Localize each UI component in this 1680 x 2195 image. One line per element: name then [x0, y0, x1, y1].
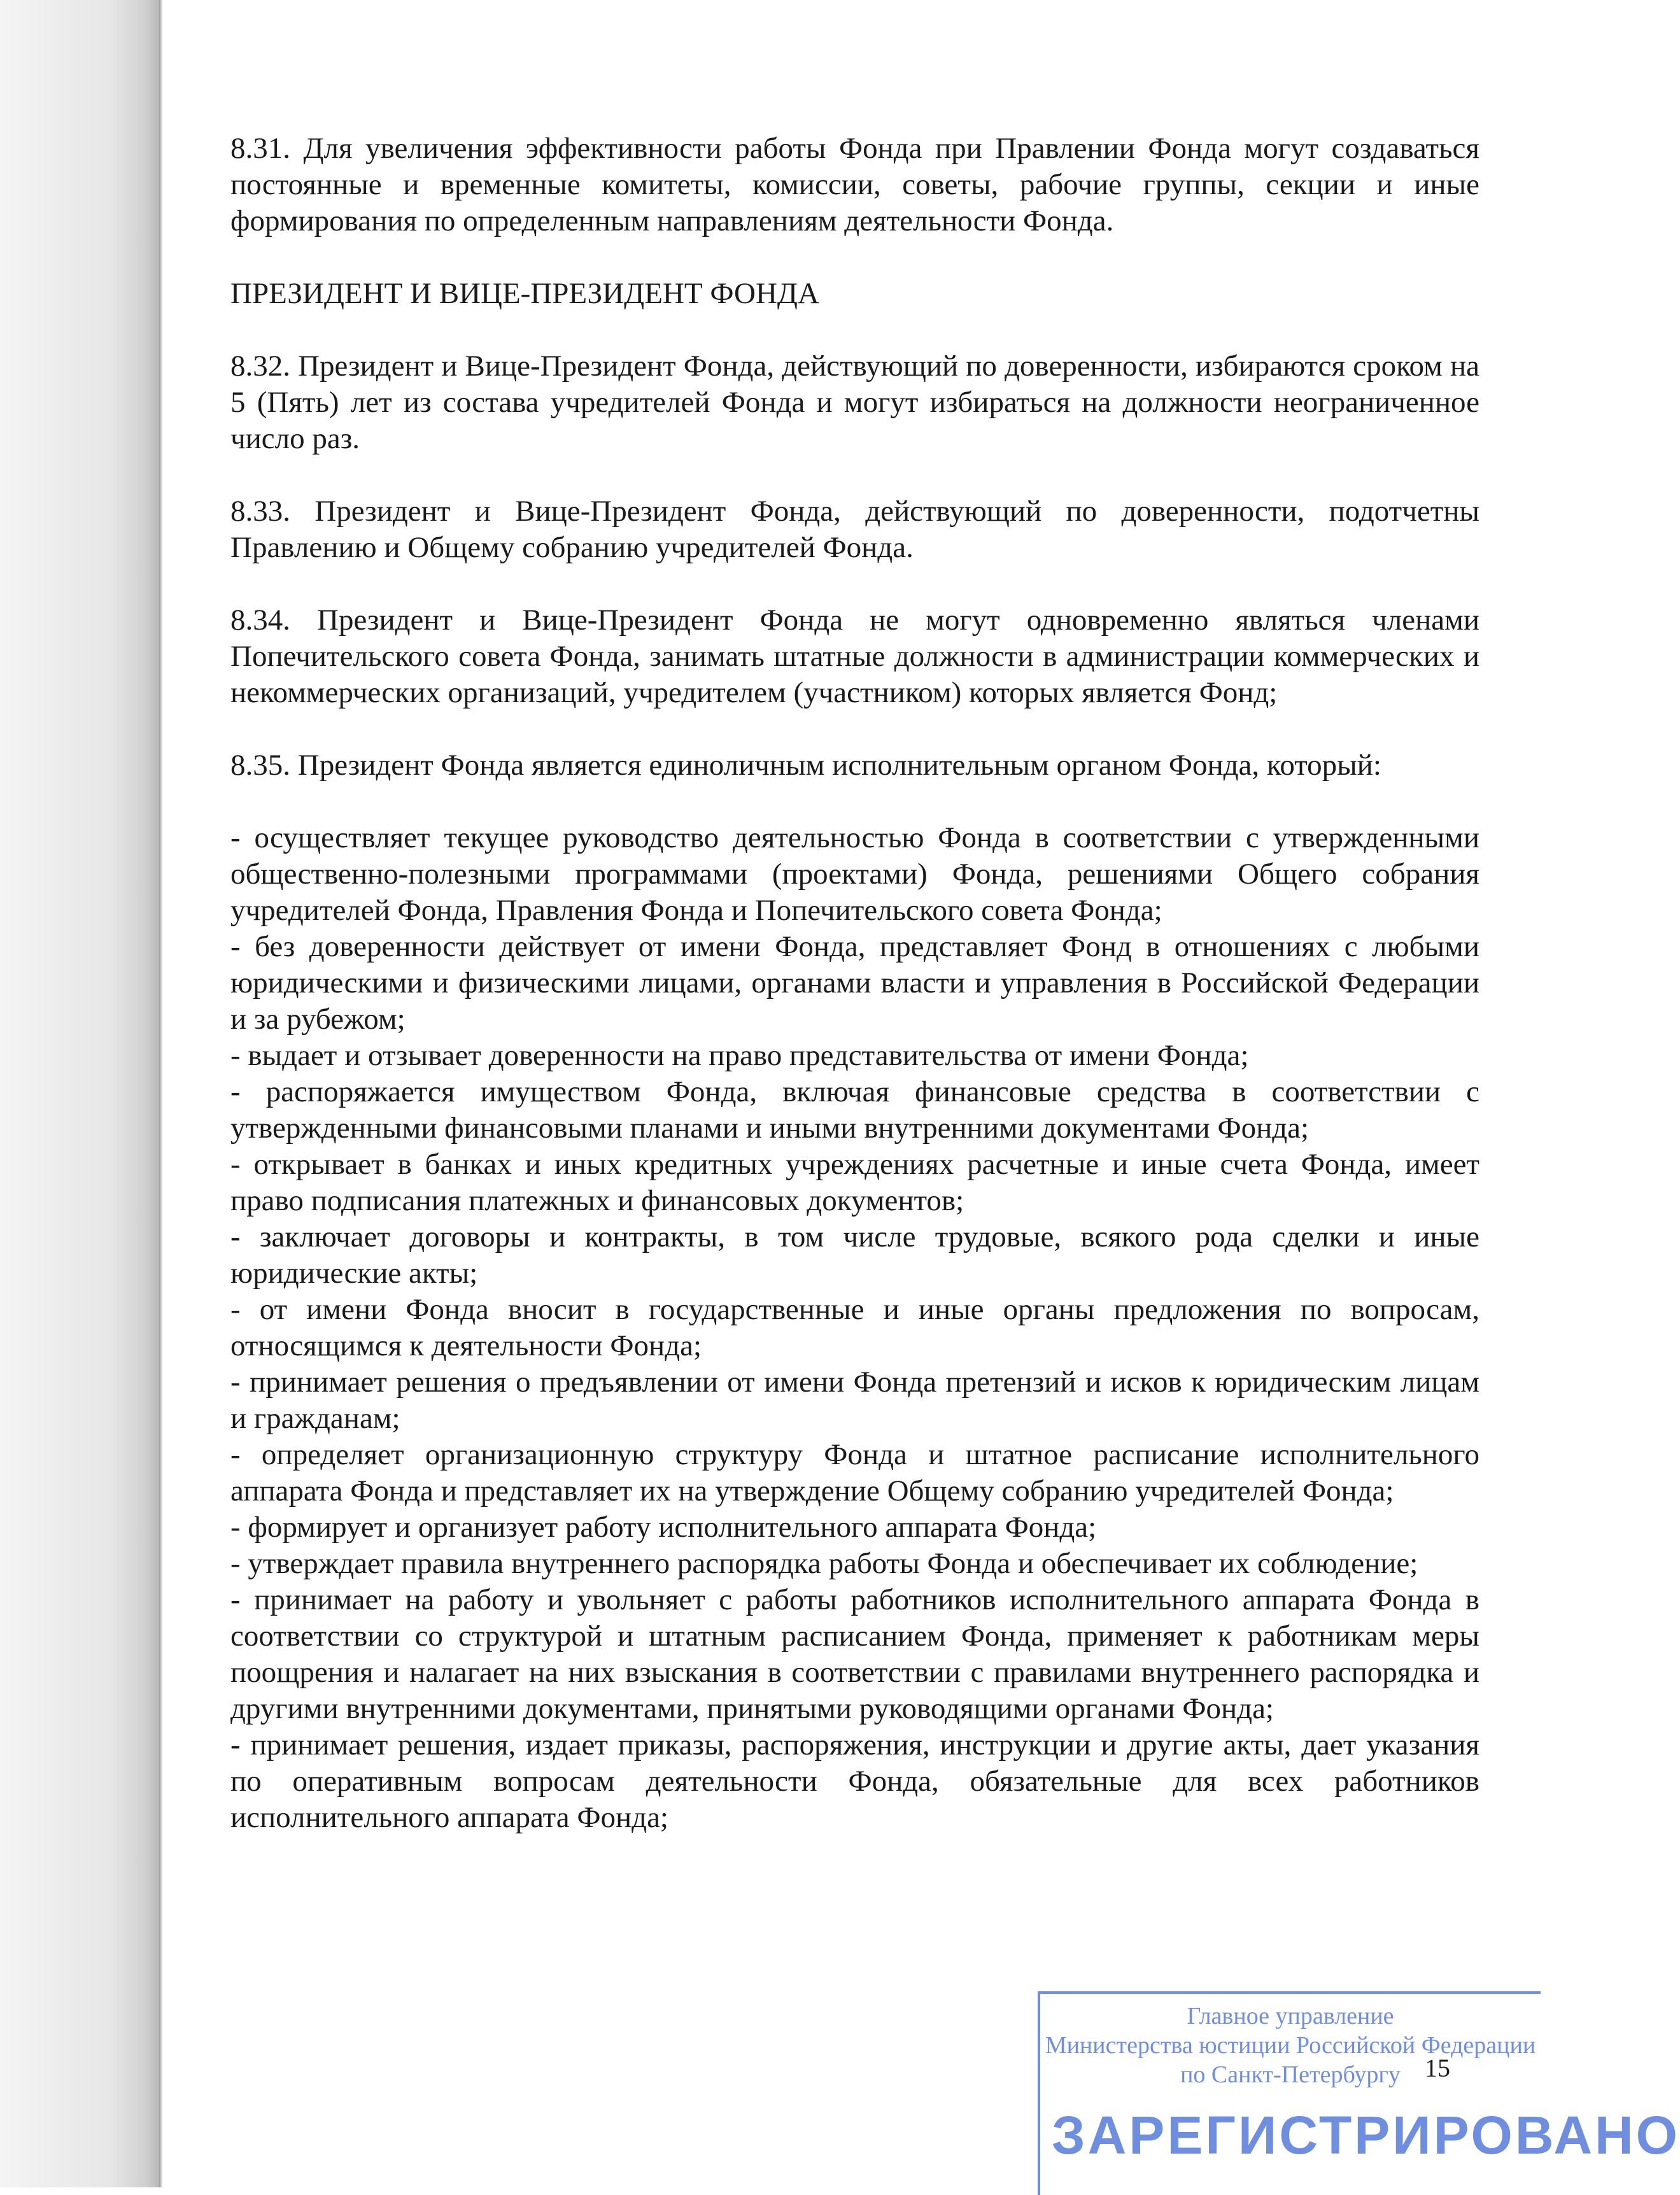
registration-stamp	[1038, 1991, 1680, 2195]
document-body	[230, 131, 1479, 1836]
list-item: - принимает на работу и увольняет с работы работников исполнительного аппарата Фонда в соответствии со структурой и штатным расписанием Фонда, применяет к работникам меры поощрения и налагает на них взыскания в соответствии с правилами внутреннего распорядка и другими внутренними документами, принятыми руководящими органами Фонда;	[230, 1583, 1479, 1725]
list-item: - от имени Фонда вносит в государственные и иные органы предложения по вопросам, относящимся к деятельности Фонда;	[230, 1293, 1479, 1362]
list-item: - без доверенности действует от имени Фонда, представляет Фонд в отношениях с любыми юридическими и физическими лицами, органами власти и управления в Российской Федерации и за рубежом;	[230, 930, 1479, 1036]
paragraph-gap	[230, 711, 1479, 747]
list-item: - определяет организационную структуру Фонда и штатное расписание исполнительного аппарата Фонда и представляет их на утверждение Общему собранию учредителей Фонда;	[230, 1438, 1479, 1507]
page-number: 15	[1425, 2054, 1450, 2082]
paragraph-gap	[230, 566, 1479, 602]
stamp-registered-text: ЗАРЕГИСТРИРОВАНО	[1052, 2105, 1680, 2165]
list-item: - принимает решения о предъявлении от имени Фонда претензий и исков к юридическим лицам и гражданам;	[230, 1366, 1479, 1435]
binding-edge-shadow	[159, 0, 163, 2187]
list-item: - принимает решения, издает приказы, распоряжения, инструкции и другие акты, дает указания по оперативным вопросам деятельности Фонда, обязательные для всех работников исполнительного аппарата Фонда;	[230, 1728, 1479, 1834]
stamp-line-ministry: Министерства юстиции Российской Федерации	[1045, 2032, 1536, 2059]
binding-gutter	[0, 0, 159, 2187]
list-item: - распоряжается имуществом Фонда, включая финансовые средства в соответствии с утвержденными финансовыми планами и иными внутренними документами Фонда;	[230, 1075, 1479, 1145]
paragraph-8-35: 8.35. Президент Фонда является единоличным исполнительным органом Фонда, который:	[230, 749, 1381, 782]
list-item: - формирует и организует работу исполнительного аппарата Фонда;	[230, 1511, 1097, 1544]
list-item: - заключает договоры и контракты, в том числе трудовые, всякого рода сделки и иные юридические акты;	[230, 1220, 1479, 1290]
list-item: - осуществляет текущее руководство деятельностью Фонда в соответствии с утвержденными общественно-полезными программами (проектами) Фонда, решениями Общего собрания учредителей Фонда, Правления Фонда и Попечительского совета Фонда;	[230, 821, 1479, 927]
paragraph-8-33: 8.33. Президент и Вице-Президент Фонда, действующий по доверенности, подотчетны Правлению и Общему собранию учредителей Фонда.	[230, 495, 1479, 564]
paragraph-gap	[230, 312, 1479, 348]
section-heading: ПРЕЗИДЕНТ И ВИЦЕ-ПРЕЗИДЕНТ ФОНДА	[230, 277, 819, 310]
paragraph-8-32: 8.32. Президент и Вице-Президент Фонда, действующий по доверенности, избираются сроком на 5 (Пять) лет из состава учредителей Фонда и могут избираться на должности неограниченное число раз.	[230, 349, 1479, 455]
stamp-line-region: по Санкт-Петербургу	[1180, 2061, 1401, 2088]
paragraph-8-34: 8.34. Президент и Вице-Президент Фонда не могут одновременно являться членами Попечительского совета Фонда, занимать штатные должности в администрации коммерческих и некоммерческих организаций, учредителем (участником) которых является Фонд;	[230, 603, 1479, 709]
paragraph-gap	[230, 457, 1479, 493]
list-item: - выдает и отзывает доверенности на право представительства от имени Фонда;	[230, 1039, 1249, 1072]
president-duties-list	[230, 820, 1479, 1836]
paragraph-gap	[230, 784, 1479, 820]
list-item: - утверждает правила внутреннего распорядка работы Фонда и обеспечивает их соблюдение;	[230, 1547, 1418, 1580]
paragraph-gap	[230, 239, 1479, 276]
stamp-line-authority: Главное управление	[1187, 2003, 1394, 2029]
list-item: - открывает в банках и иных кредитных учреждениях расчетные и иные счета Фонда, имеет право подписания платежных и финансовых документов;	[230, 1148, 1479, 1217]
paragraph-8-31: 8.31. Для увеличения эффективности работы Фонда при Правлении Фонда могут создаваться постоянные и временные комитеты, комиссии, советы, рабочие группы, секции и иные формирования по определенным направлениям деятельности Фонда.	[230, 132, 1479, 237]
